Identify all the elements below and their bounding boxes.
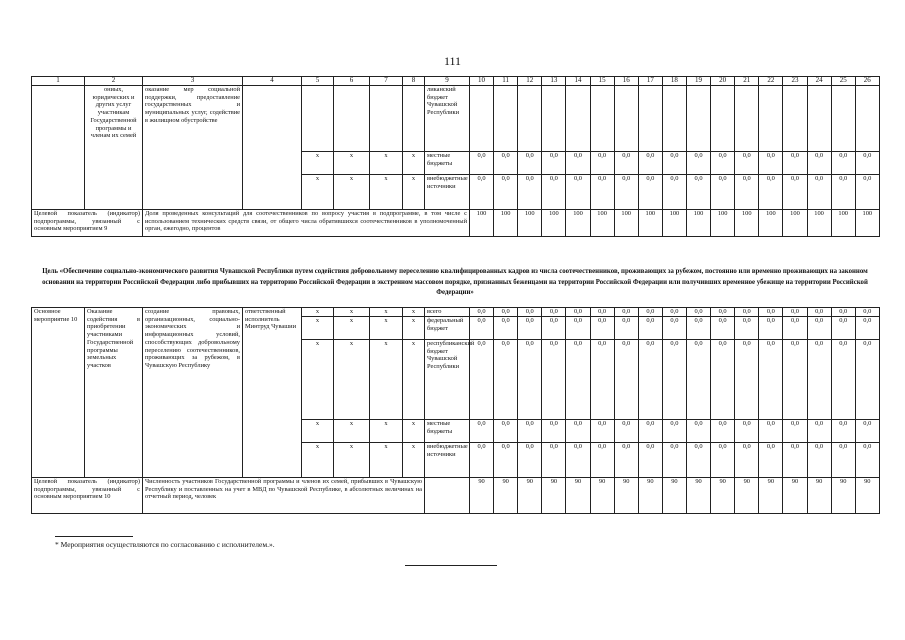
cell-value: 0,0 xyxy=(711,420,735,443)
cell-code: x xyxy=(403,317,425,340)
column-number: 20 xyxy=(711,77,735,86)
cell-value: 0,0 xyxy=(542,152,566,175)
cell-value: 0,0 xyxy=(614,317,638,340)
column-number: 23 xyxy=(783,77,807,86)
column-number: 25 xyxy=(831,77,855,86)
cell-funding-source: внебюджетные источники xyxy=(425,443,470,478)
cell-value: 0,0 xyxy=(807,340,831,420)
indicator-row xyxy=(32,210,880,237)
cell-value: 0,0 xyxy=(831,308,855,317)
cell-value xyxy=(542,86,566,152)
cell-funding-source: всего xyxy=(425,308,470,317)
cell-value: 0,0 xyxy=(614,308,638,317)
column-number: 12 xyxy=(518,77,542,86)
indicator-text: Численность участников Государственной программы и членов их семей, прибывших в Чувашскую Республику и поставленных на учет в МВД по Чувашской Республике, в абсолютных величинах на отчетный период, человек xyxy=(143,478,425,514)
cell-value: 0,0 xyxy=(686,340,710,420)
page-number: 111 xyxy=(443,54,462,68)
cell-value: 0,0 xyxy=(638,317,662,340)
cell-value: 0,0 xyxy=(470,340,494,420)
cell-value: 0,0 xyxy=(735,175,759,210)
cell-value: 0,0 xyxy=(566,443,590,478)
cell-value: 0,0 xyxy=(542,317,566,340)
cell-value: 0,0 xyxy=(638,308,662,317)
cell-value: 0,0 xyxy=(662,317,686,340)
cell-code: x xyxy=(403,340,425,420)
indicator-value: 90 xyxy=(783,478,807,514)
indicator-value: 100 xyxy=(662,210,686,237)
column-number: 11 xyxy=(494,77,518,86)
cell-value: 0,0 xyxy=(735,420,759,443)
cell-value: 0,0 xyxy=(494,340,518,420)
cell-code xyxy=(302,86,334,152)
cell-value: 0,0 xyxy=(662,420,686,443)
cell-value: 0,0 xyxy=(590,175,614,210)
header-row xyxy=(32,77,880,86)
cell-value xyxy=(759,86,783,152)
program-table-part2 xyxy=(31,307,880,514)
indicator-value: 100 xyxy=(542,210,566,237)
indicator-value: 90 xyxy=(542,478,566,514)
indicator-value: 90 xyxy=(590,478,614,514)
cell-value: 0,0 xyxy=(518,308,542,317)
indicator-value: 90 xyxy=(470,478,494,514)
indicator-value: 100 xyxy=(494,210,518,237)
cell-code: x xyxy=(302,152,334,175)
cell-value: 0,0 xyxy=(686,317,710,340)
cell-value: 0,0 xyxy=(783,317,807,340)
footnote-divider xyxy=(55,536,133,537)
indicator-value: 90 xyxy=(518,478,542,514)
cell-code: x xyxy=(370,317,403,340)
cell-value: 0,0 xyxy=(470,317,494,340)
cell-value: 0,0 xyxy=(686,443,710,478)
column-number: 16 xyxy=(614,77,638,86)
cell-code: x xyxy=(370,420,403,443)
cell-value: 0,0 xyxy=(614,340,638,420)
indicator-label: Целевой показатель (индикатор) подпрограммы, увязанный с основным мероприятием 9 xyxy=(32,210,143,237)
cell-col1 xyxy=(32,86,85,210)
column-number: 1 xyxy=(32,77,85,86)
cell-value: 0,0 xyxy=(711,340,735,420)
indicator-value: 90 xyxy=(855,478,879,514)
cell-value xyxy=(783,86,807,152)
cell-code: x xyxy=(403,175,425,210)
cell-value: 0,0 xyxy=(566,175,590,210)
indicator-value: 100 xyxy=(759,210,783,237)
cell-value: 0,0 xyxy=(614,420,638,443)
cell-value: 0,0 xyxy=(542,420,566,443)
cell-value: 0,0 xyxy=(638,175,662,210)
cell-value: 0,0 xyxy=(855,308,879,317)
cell-value: 0,0 xyxy=(711,152,735,175)
cell-code: x xyxy=(403,443,425,478)
cell-code: x xyxy=(403,420,425,443)
program-table-part1 xyxy=(31,76,880,237)
indicator-value: 90 xyxy=(807,478,831,514)
indicator-value: 100 xyxy=(614,210,638,237)
cell-code: x xyxy=(403,308,425,317)
cell-value: 0,0 xyxy=(783,340,807,420)
cell-value: 0,0 xyxy=(566,152,590,175)
cell-funding-source: внебюджетные источники xyxy=(425,175,470,210)
cell-value: 0,0 xyxy=(470,443,494,478)
cell-value: 0,0 xyxy=(638,340,662,420)
table-row xyxy=(32,86,880,152)
cell-value: 0,0 xyxy=(783,308,807,317)
cell-value: 0,0 xyxy=(494,443,518,478)
cell-value: 0,0 xyxy=(855,152,879,175)
cell-value: 0,0 xyxy=(855,443,879,478)
column-number: 10 xyxy=(470,77,494,86)
indicator-value: 100 xyxy=(686,210,710,237)
cell-code: x xyxy=(334,443,370,478)
cell-code: x xyxy=(334,317,370,340)
cell-value: 0,0 xyxy=(759,175,783,210)
column-number: 21 xyxy=(735,77,759,86)
cell-value xyxy=(566,86,590,152)
cell-value xyxy=(735,86,759,152)
cell-value: 0,0 xyxy=(662,340,686,420)
column-number: 7 xyxy=(370,77,403,86)
indicator-value: 100 xyxy=(855,210,879,237)
cell-code: x xyxy=(302,308,334,317)
indicator-row xyxy=(32,478,880,514)
cell-value: 0,0 xyxy=(711,443,735,478)
cell-code: x xyxy=(302,175,334,210)
cell-value: 0,0 xyxy=(807,420,831,443)
cell-value: 0,0 xyxy=(759,420,783,443)
cell-value: 0,0 xyxy=(662,308,686,317)
column-number: 22 xyxy=(759,77,783,86)
cell-funding-source: ликанский бюджет Чувашской Республики xyxy=(425,86,470,152)
indicator-value: 100 xyxy=(566,210,590,237)
cell-value: 0,0 xyxy=(494,317,518,340)
column-number: 18 xyxy=(662,77,686,86)
cell-value: 0,0 xyxy=(494,175,518,210)
cell-value xyxy=(855,86,879,152)
cell-value: 0,0 xyxy=(542,443,566,478)
cell-value: 0,0 xyxy=(759,308,783,317)
cell-code: x xyxy=(334,308,370,317)
cell-value xyxy=(711,86,735,152)
indicator-value: 100 xyxy=(470,210,494,237)
cell-code xyxy=(334,86,370,152)
cell-value: 0,0 xyxy=(831,420,855,443)
cell-value: 0,0 xyxy=(662,175,686,210)
cell-code: x xyxy=(334,152,370,175)
cell-value: 0,0 xyxy=(614,443,638,478)
cell-value xyxy=(518,86,542,152)
cell-value: 0,0 xyxy=(711,308,735,317)
column-number: 9 xyxy=(425,77,470,86)
cell-value: 0,0 xyxy=(807,175,831,210)
cell-value: 0,0 xyxy=(566,340,590,420)
indicator-value: 100 xyxy=(783,210,807,237)
column-number: 5 xyxy=(302,77,334,86)
column-number: 4 xyxy=(243,77,302,86)
column-number: 15 xyxy=(590,77,614,86)
cell-value: 0,0 xyxy=(783,443,807,478)
indicator-value: 100 xyxy=(807,210,831,237)
cell-value: 0,0 xyxy=(807,317,831,340)
cell-responsible xyxy=(243,86,302,210)
cell-funding-source xyxy=(425,478,470,514)
indicator-value: 90 xyxy=(759,478,783,514)
cell-value: 0,0 xyxy=(662,152,686,175)
cell-value: 0,0 xyxy=(518,152,542,175)
indicator-value: 90 xyxy=(831,478,855,514)
cell-event-name: ониых, юридических и других услуг участникам Государственной программы и членам их семей xyxy=(85,86,143,210)
column-number: 6 xyxy=(334,77,370,86)
cell-value: 0,0 xyxy=(542,175,566,210)
column-number: 13 xyxy=(542,77,566,86)
cell-value: 0,0 xyxy=(711,317,735,340)
column-number: 26 xyxy=(855,77,879,86)
cell-code: x xyxy=(302,340,334,420)
cell-value xyxy=(686,86,710,152)
cell-value: 0,0 xyxy=(590,340,614,420)
column-number: 19 xyxy=(686,77,710,86)
cell-value: 0,0 xyxy=(735,152,759,175)
cell-value: 0,0 xyxy=(590,152,614,175)
cell-code: x xyxy=(370,340,403,420)
cell-value: 0,0 xyxy=(662,443,686,478)
cell-value: 0,0 xyxy=(759,317,783,340)
cell-event-name: Оказание содействия в приобретении участниками Государственной программы земельных участков xyxy=(85,308,143,478)
indicator-value: 90 xyxy=(711,478,735,514)
cell-value: 0,0 xyxy=(759,340,783,420)
cell-value: 0,0 xyxy=(855,420,879,443)
cell-event-number: Основное мероприятие 10 xyxy=(32,308,85,478)
cell-code xyxy=(370,86,403,152)
cell-value: 0,0 xyxy=(711,175,735,210)
footnote: * Мероприятия осуществляются по согласованию с исполнителем.». xyxy=(55,540,275,549)
cell-code: x xyxy=(370,152,403,175)
cell-value: 0,0 xyxy=(855,175,879,210)
cell-value: 0,0 xyxy=(855,317,879,340)
indicator-value: 90 xyxy=(662,478,686,514)
cell-value: 0,0 xyxy=(542,308,566,317)
cell-value: 0,0 xyxy=(735,443,759,478)
cell-funding-source: местные бюджеты xyxy=(425,152,470,175)
cell-value: 0,0 xyxy=(831,340,855,420)
cell-value: 0,0 xyxy=(566,317,590,340)
cell-value: 0,0 xyxy=(807,308,831,317)
cell-value: 0,0 xyxy=(614,175,638,210)
cell-value: 0,0 xyxy=(590,443,614,478)
cell-value xyxy=(470,86,494,152)
indicator-value: 100 xyxy=(590,210,614,237)
cell-value: 0,0 xyxy=(494,152,518,175)
cell-value: 0,0 xyxy=(807,152,831,175)
cell-value: 0,0 xyxy=(686,152,710,175)
cell-value: 0,0 xyxy=(831,175,855,210)
cell-value xyxy=(638,86,662,152)
cell-value: 0,0 xyxy=(686,420,710,443)
cell-value: 0,0 xyxy=(735,340,759,420)
cell-code: x xyxy=(370,308,403,317)
cell-value: 0,0 xyxy=(783,420,807,443)
cell-value: 0,0 xyxy=(470,308,494,317)
cell-funding-source: местные бюджеты xyxy=(425,420,470,443)
cell-value: 0,0 xyxy=(831,152,855,175)
cell-event-content: создание правовых, организационных, социально-экономических и информационных условий, способствующих добровольному переселению соотечественников, проживающих за рубежом, в Чувашскую Республику xyxy=(143,308,243,478)
indicator-text: Доля проведенных консультаций для соотечественников по вопросу участия в подпрограмме, в том числе с использованием технических средств связи, от общего числа обратившихся соотечественников в уполномоченный орган, ежегодно, процентов xyxy=(143,210,470,237)
cell-value: 0,0 xyxy=(614,152,638,175)
cell-value: 0,0 xyxy=(518,175,542,210)
column-number: 3 xyxy=(143,77,243,86)
cell-value: 0,0 xyxy=(518,317,542,340)
cell-value: 0,0 xyxy=(638,443,662,478)
cell-value: 0,0 xyxy=(590,308,614,317)
column-number: 8 xyxy=(403,77,425,86)
cell-value: 0,0 xyxy=(566,420,590,443)
cell-code: x xyxy=(370,175,403,210)
cell-value xyxy=(807,86,831,152)
goal-heading: Цель «Обеспечение социально-экономического развития Чувашской Республики путем содействия добровольному переселению квалифицированных кадров из числа соотечественников, проживающих за рубежом, постоянно или временно проживающих на законном основании на территории Российской Федерации либо прибывших на территорию Российской Федерации в экстренном массовом порядке, признанных беженцами на территории Российской Федерации или получивших временное убежище на территории Российской Федерации» xyxy=(42,268,868,296)
cell-value: 0,0 xyxy=(590,420,614,443)
cell-value: 0,0 xyxy=(470,152,494,175)
cell-code xyxy=(403,86,425,152)
cell-value: 0,0 xyxy=(590,317,614,340)
indicator-value: 100 xyxy=(518,210,542,237)
column-number: 24 xyxy=(807,77,831,86)
indicator-value: 100 xyxy=(831,210,855,237)
cell-value: 0,0 xyxy=(735,317,759,340)
indicator-value: 90 xyxy=(735,478,759,514)
cell-value: 0,0 xyxy=(759,152,783,175)
cell-value xyxy=(614,86,638,152)
cell-funding-source: федеральный бюджет xyxy=(425,317,470,340)
indicator-value: 100 xyxy=(638,210,662,237)
cell-value: 0,0 xyxy=(831,443,855,478)
cell-value: 0,0 xyxy=(855,340,879,420)
cell-value: 0,0 xyxy=(566,308,590,317)
cell-value: 0,0 xyxy=(470,175,494,210)
cell-value: 0,0 xyxy=(807,443,831,478)
cell-value: 0,0 xyxy=(494,308,518,317)
indicator-value: 90 xyxy=(614,478,638,514)
cell-value xyxy=(590,86,614,152)
cell-code: x xyxy=(334,420,370,443)
cell-value: 0,0 xyxy=(735,308,759,317)
column-number: 14 xyxy=(566,77,590,86)
cell-value: 0,0 xyxy=(638,152,662,175)
cell-code: x xyxy=(302,317,334,340)
cell-value: 0,0 xyxy=(783,175,807,210)
indicator-label: Целевой показатель (индикатор) подпрограммы, увязанный с основным мероприятием 10 xyxy=(32,478,143,514)
indicator-value: 90 xyxy=(566,478,590,514)
cell-value: 0,0 xyxy=(783,152,807,175)
cell-value xyxy=(662,86,686,152)
indicator-value: 100 xyxy=(735,210,759,237)
table-row xyxy=(32,308,880,317)
cell-code: x xyxy=(302,420,334,443)
cell-value: 0,0 xyxy=(518,420,542,443)
indicator-value: 100 xyxy=(711,210,735,237)
cell-code: x xyxy=(334,175,370,210)
column-number: 2 xyxy=(85,77,143,86)
cell-value: 0,0 xyxy=(686,308,710,317)
cell-value: 0,0 xyxy=(518,443,542,478)
cell-responsible: ответственный исполнитель Минтруд Чувашии xyxy=(243,308,302,478)
cell-value: 0,0 xyxy=(686,175,710,210)
cell-code: x xyxy=(302,443,334,478)
end-divider xyxy=(405,565,497,566)
cell-value: 0,0 xyxy=(831,317,855,340)
cell-code: x xyxy=(403,152,425,175)
indicator-value: 90 xyxy=(638,478,662,514)
cell-value: 0,0 xyxy=(638,420,662,443)
cell-funding-source: республиканский бюджет Чувашской Республики xyxy=(425,340,470,420)
cell-value: 0,0 xyxy=(518,340,542,420)
cell-value xyxy=(494,86,518,152)
column-number: 17 xyxy=(638,77,662,86)
indicator-value: 90 xyxy=(686,478,710,514)
cell-value: 0,0 xyxy=(542,340,566,420)
cell-value: 0,0 xyxy=(494,420,518,443)
cell-event-content: оказание мер социальной поддержки, предоставление государственных и муниципальных услуг, содействие в жилищном обустройстве xyxy=(143,86,243,210)
cell-value: 0,0 xyxy=(759,443,783,478)
cell-code: x xyxy=(370,443,403,478)
cell-value xyxy=(831,86,855,152)
indicator-value: 90 xyxy=(494,478,518,514)
cell-code: x xyxy=(334,340,370,420)
cell-value: 0,0 xyxy=(470,420,494,443)
